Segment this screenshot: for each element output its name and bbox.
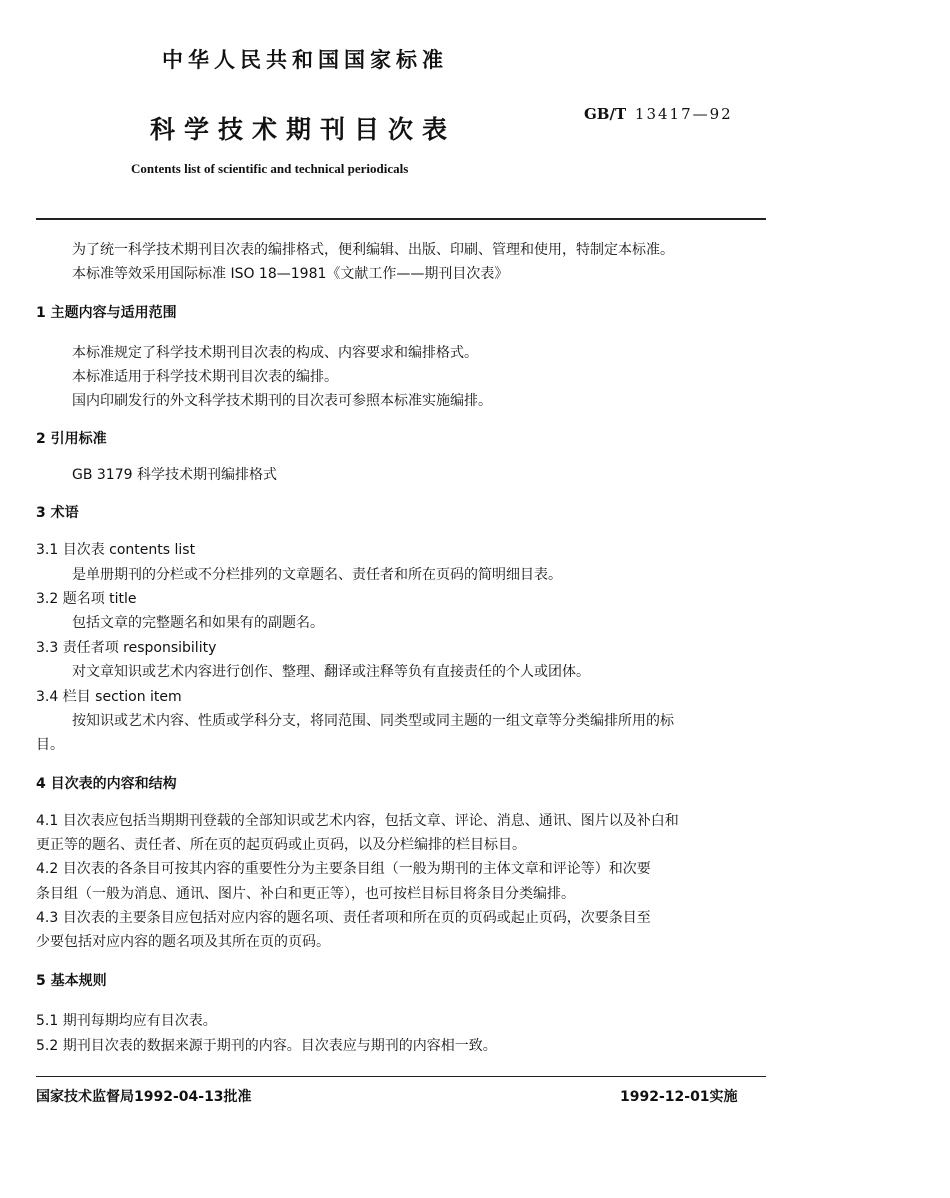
- term-3-2-definition: 包括文章的完整题名和如果有的副题名。: [72, 615, 324, 631]
- term-3-2: 3.2 题名项 title: [36, 591, 137, 607]
- term-3-3: 3.3 责任者项 responsibility: [36, 640, 217, 656]
- clause-4-1: 4.1 目次表应包括当期期刊登载的全部知识或艺术内容，包括文章、评论、消息、通讯、图片以及补白和: [36, 813, 679, 829]
- clause-4-1-cont: 更正等的题名、责任者、所在页的起页码或止页码，以及分栏编排的栏目标目。: [36, 837, 526, 853]
- term-3-4: 3.4 栏目 section item: [36, 689, 182, 705]
- approval-date: 国家技术监督局1992-04-13批准: [36, 1089, 252, 1105]
- term-3-4-definition: 按知识或艺术内容、性质或学科分支，将同范围、同类型或同主题的一组文章等分类编排所用的标: [72, 713, 674, 729]
- clause-4-3: 4.3 目次表的主要条目应包括对应内容的题名项、责任者项和所在页的页码或起止页码，次要条目至: [36, 910, 651, 926]
- header-rule: [36, 218, 766, 220]
- section-1-heading: 1 主题内容与适用范围: [36, 305, 177, 321]
- clause-4-2-cont: 条目组（一般为消息、通讯、图片、补白和更正等），也可按栏目标目将条目分类编排。: [36, 886, 575, 902]
- standard-prefix: GB/T: [584, 105, 627, 123]
- term-3-1-definition: 是单册期刊的分栏或不分栏排列的文章题名、责任者和所在页码的简明细目表。: [72, 567, 562, 583]
- clause-4-2: 4.2 目次表的各条目可按其内容的重要性分为主要条目组（一般为期刊的主体文章和评论等）和次要: [36, 861, 651, 877]
- section-3-heading: 3 术语: [36, 505, 79, 521]
- section-4-heading: 4 目次表的内容和结构: [36, 776, 177, 792]
- section-1-line: 本标准适用于科学技术期刊目次表的编排。: [72, 369, 338, 385]
- section-2-heading: 2 引用标准: [36, 431, 107, 447]
- intro-line-1: 为了统一科学技术期刊目次表的编排格式，便利编辑、出版、印刷、管理和使用，特制定本标准。: [72, 242, 674, 258]
- section-1-line: 本标准规定了科学技术期刊目次表的构成、内容要求和编排格式。: [72, 345, 478, 361]
- footer-rule: [36, 1076, 766, 1077]
- term-3-3-definition: 对文章知识或艺术内容进行创作、整理、翻译或注释等负有直接责任的个人或团体。: [72, 664, 590, 680]
- section-5-heading: 5 基本规则: [36, 973, 107, 989]
- standard-number: [584, 105, 733, 123]
- page-title: 科学技术期刊目次表: [150, 115, 457, 144]
- section-1-line: 国内印刷发行的外文科学技术期刊的目次表可参照本标准实施编排。: [72, 393, 492, 409]
- implementation-date: 1992-12-01实施: [620, 1089, 738, 1105]
- english-title: Contents list of scientific and technical periodicals: [131, 161, 409, 176]
- section-2-reference: GB 3179 科学技术期刊编排格式: [72, 467, 277, 483]
- clause-4-3-cont: 少要包括对应内容的题名项及其所在页的页码。: [36, 934, 330, 950]
- standard-code: 13417—92: [634, 105, 733, 123]
- term-3-1: 3.1 目次表 contents list: [36, 542, 196, 558]
- intro-line-2: 本标准等效采用国际标准 ISO 18—1981《文献工作——期刊目次表》: [72, 266, 509, 282]
- rule-5-2: 5.2 期刊目次表的数据来源于期刊的内容。目次表应与期刊的内容相一致。: [36, 1038, 497, 1054]
- standard-name: 中华人民共和国国家标准: [162, 48, 448, 72]
- rule-5-1: 5.1 期刊每期均应有目次表。: [36, 1013, 217, 1029]
- term-3-4-definition-cont: 目。: [36, 737, 64, 753]
